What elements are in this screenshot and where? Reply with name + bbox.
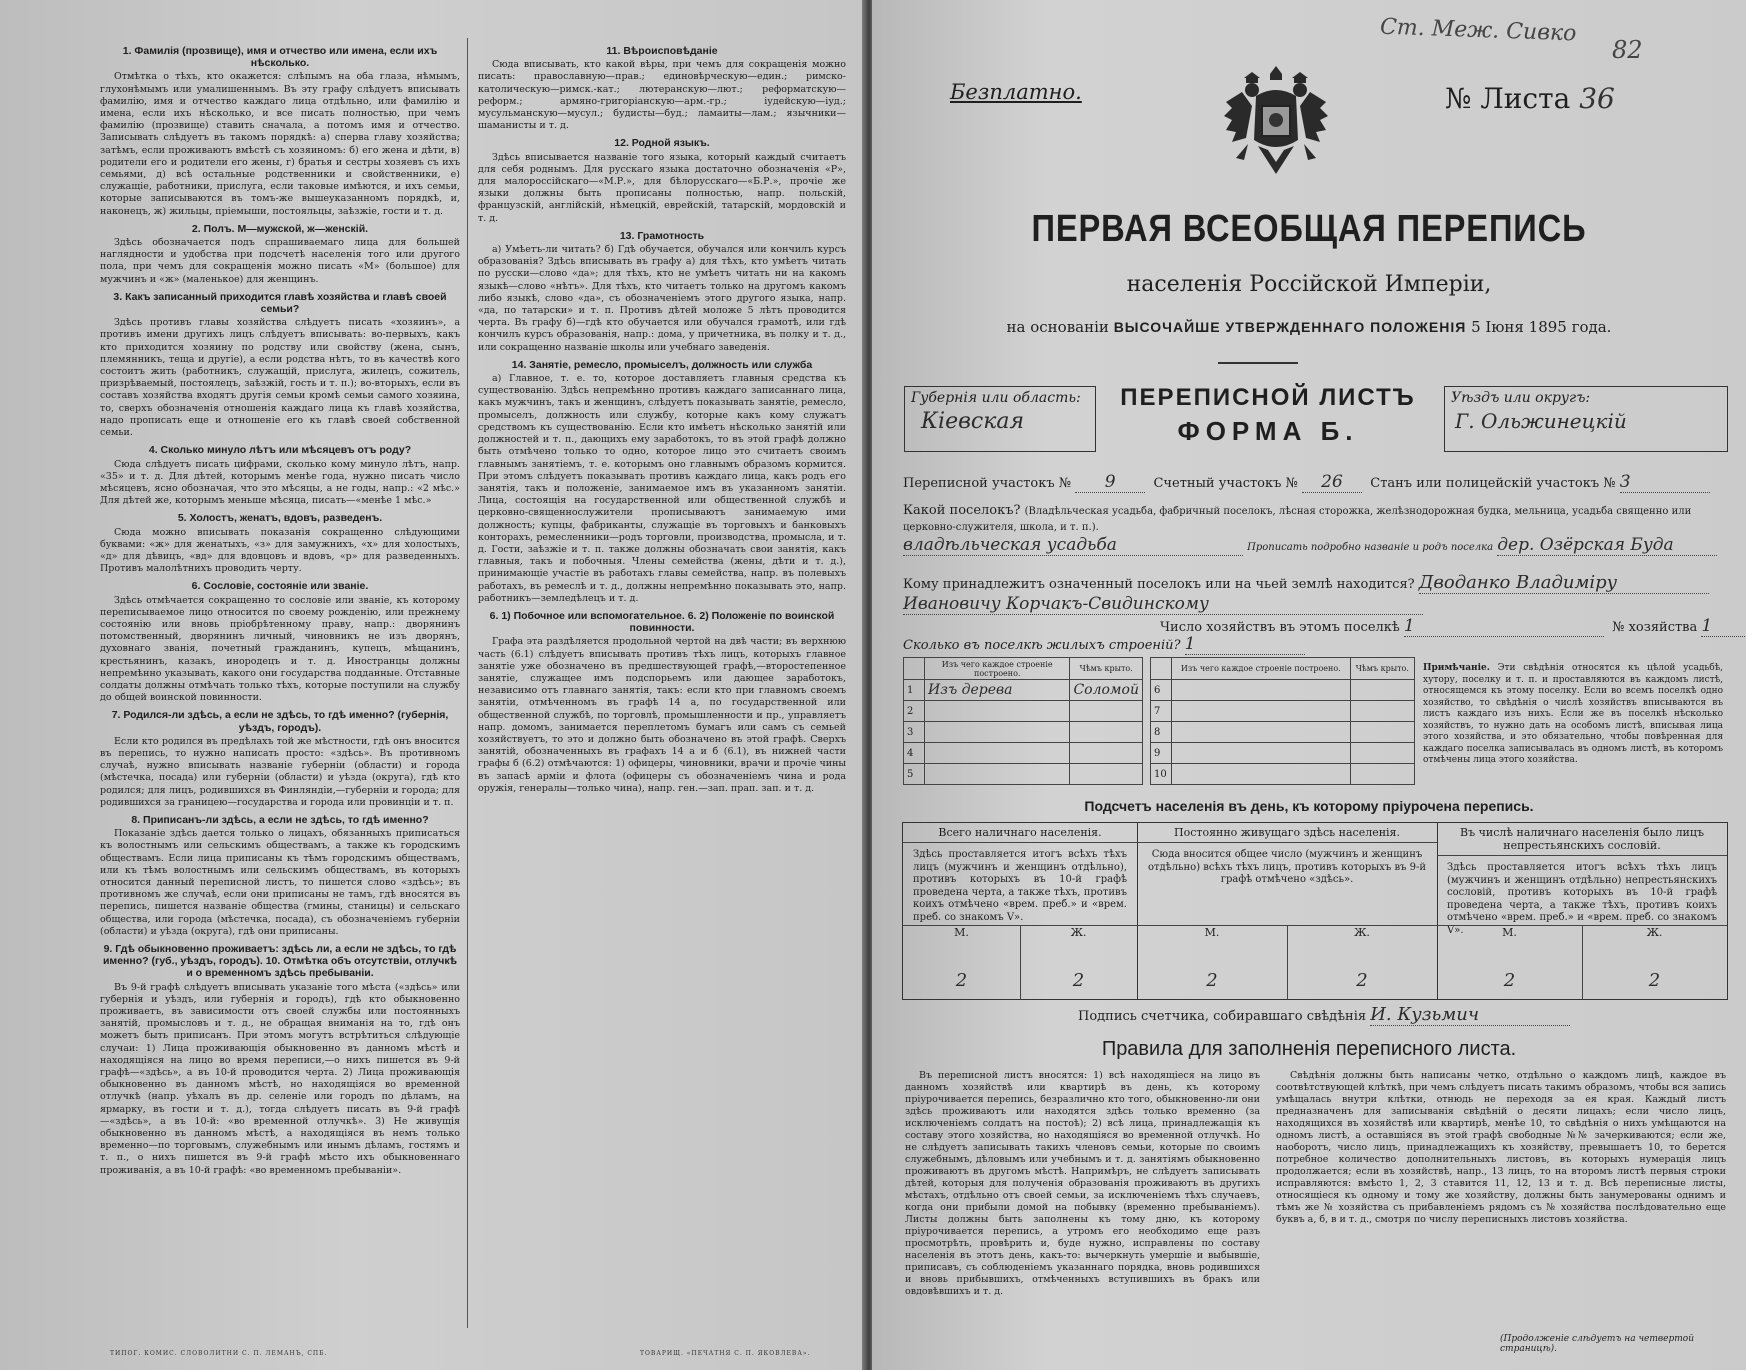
owner-value-first[interactable]: Дводанко Владиміру [1419,572,1709,594]
count-header: Въ числѣ наличнаго населенія было лицъ непрестьянскихъ сословій. [1437,823,1727,856]
building-material[interactable] [1172,722,1351,743]
section-title: 7. Родился-ли здѣсь, а если не здѣсь, то гдѣ именно? (губернія, уѣздъ, городъ). [111,709,449,734]
section-title: 11. Вѣроисповѣданіе [606,45,718,57]
printer-imprint-left: ТИПОГ. КОМИС. СЛОВОЛИТНИ С. П. ЛЕМАНЪ, СПБ. [110,1350,328,1357]
column-divider [467,38,468,1328]
section-body: Здѣсь вписывается названіе того языка, который каждый считаетъ для себя роднымъ. Для русскаго языка достаточно обозначенія «Р», для малороссійскаго—«М.Р.», для бѣлорусскаго—«Б.Р.», прочіе же языки должны быть прописаны полностью, напр. польскій, французскій, англійскій, нѣмецкій, еврейскій, татарскій, мордовскій и т. д. [478,151,846,224]
corner-page-number: 82 [1612,36,1643,64]
census-district-value[interactable]: 9 [1075,472,1145,493]
building-roof[interactable] [1350,722,1414,743]
row-number: 4 [904,743,925,764]
sheet-number-label: № Листа [1445,82,1571,115]
decree-line [872,318,1746,336]
corner-handwriting: Ст. Меж. Сивко [1379,14,1577,47]
uezd-box [1444,386,1728,452]
signature-line [1078,1004,1570,1026]
rules-text-left: Въ переписной листъ вносятся: 1) всѣ находящіеся на лицо въ данномъ хозяйствѣ или квартирѣ въ день, къ которому пріурочивается перепись, безразлично кто того, обыкновенно-ли они здѣсь проживаютъ или находятся здѣсь только временно (за исключеніемъ солдатъ на постоѣ); 2) всѣ лица, принадлежащія къ составу этого хозяйства, но находящіяся во временной отлучкѣ. Но не слѣдуетъ записывать такихъ членовъ семьи, которые по своимъ служебнымъ, дѣловымъ или учебнымъ и т. д. занятіямъ обыкновенно проживаютъ въ другомъ мѣстѣ. Напримѣръ, не слѣдуетъ записывать дѣтей, которыя для полученія образованія проживаютъ въ другихъ мѣстахъ, отдѣльно отъ своей семьи, за исключеніемъ тѣхъ случаевъ, когда они прибыли домой на побывку (временно пребываніемъ). Листы должны быть заполнены къ тому дню, къ которому пріурочивается перепись, а утромъ его необходимо еще разъ просмотрѣть, провѣрить и, буде нужно, исправлены по составу населенія въ этотъ день, какъ-то: вычеркнуть умершіе и выбывшіе, приписавъ, съ соблюденіемъ указаннаго порядка, вновь родившихся и вновь прибывшихъ, отмѣченныхъ вступившихъ въ бракъ или овдовѣвшихъ и т. д. [905,1070,1260,1297]
section-body: Сюда слѣдуетъ писать цифрами, сколько кому минуло лѣтъ, напр. «35» и т. д. Для дѣтей, которымъ менѣе года, нужно писать число мѣсяцевъ, ясно обозначая, что это мѣсяцы, а не годы, напр.: «2 мѣс.» Для дѣтей же, которымъ меньше мѣсяца, писать—«менѣе 1 мѣс.» [100,458,460,507]
row-number: 7 [1151,701,1172,722]
col-material-header: Изъ чего каждое строеніе построено. [925,658,1070,680]
table-row [904,701,1143,722]
form-title-text: ПЕРЕПИСНОЙ ЛИСТЪ [1120,384,1416,411]
count-mf [1137,925,1437,1000]
settlement-value-name[interactable]: дер. Озёрская Буда [1497,535,1717,556]
sheet-number-field [1445,82,1615,115]
buildings-line [903,634,1305,655]
section-title: 1. Фамилія (прозвище), имя и отчество или имена, если ихъ нѣсколько. [122,45,438,70]
note-block [1423,663,1723,767]
printer-imprint-right: ТОВАРИЩ. «ПЕЧАТНЯ С. П. ЯКОВЛЕВА». [640,1350,811,1357]
decree-suffix: 5 Іюня 1895 года. [1471,318,1612,336]
male-label: М. [1502,926,1517,939]
sheet-number-value: 36 [1579,82,1615,115]
police-district-label: Станъ или полицейскій участокъ № [1370,476,1616,491]
note-title: Примѣчаніе. [1423,663,1490,673]
left-instructions-page [0,0,868,1370]
building-material[interactable] [925,701,1070,722]
signature-value[interactable]: И. Кузьмич [1370,1004,1570,1026]
section-6 [100,580,460,704]
count-description: Здѣсь проставляется итогъ всѣхъ тѣхъ лицъ (мужчинъ и женщинъ отдѣльно), противъ которыхъ въ 10-й графѣ проведена черта, а также тѣхъ, противъ коихъ отмѣчено «врем. преб.» и «врем. преб. со знакомъ V». [913,849,1127,923]
table-row [904,743,1143,764]
female-label: Ж. [1354,926,1370,939]
section-body: Графа эта раздѣляется продольной чертой на двѣ части; въ верхнюю часть (6.1) слѣдуетъ вписывать противъ тѣхъ лицъ, которыхъ главное занятіе уже обозначено въ предшествующей графѣ,—второстепенное занятіе, служащее имъ подспорьемъ или дающее заработокъ, независимо отъ главнаго занятія, такъ: если кто при главномъ своемъ занятіи, отмѣченномъ въ графѣ 14 а, по государственной или общественной службѣ, по торговлѣ, промышленности и пр., управляетъ напр. домомъ, занимается переплетомъ бумагъ или самъ съ семьей хозяйствуетъ, то это и должно быть обозначено въ этой графѣ. Сверхъ занятій, обозначенныхъ въ графахъ 14 а и б (6.1), въ нижней части графы б (6.2) отмѣчаются: 1) офицеры, чиновники, врачи и прочіе чины въ запасѣ арміи и флота (офицеры съ обозначеніемъ чина и рода оружія, генералы—только чина), напр. ген.—зап. прап. зап. и т. д. [478,636,846,794]
count-mf [903,925,1137,1000]
buildings-table-right [1150,657,1415,785]
section-body: Отмѣтка о тѣхъ, кто окажется: слѣпымъ на оба глаза, нѣмымъ, глухонѣмымъ или умалишеннымъ. Въ эту графу слѣдуетъ вписывать фамилію, имя и отчество каждаго лица отдѣльно, или фамилію и имена, если ихъ нѣсколько, и все писать полностью, при чемъ фамилію (прозвище) ставить сначала, а потомъ имя и отчество. Записывать слѣдуетъ въ такомъ порядкѣ: а) сперва главу хозяйства; затѣмъ, если проживаютъ вмѣстѣ съ хозяиномъ: б) его жена и дѣти, в) родители его и родители его жены, г) братья и сестры хозяевъ съ ихъ семьями, д) всѣ остальные родственники и свойственники, е) служащіе, работники, прислуга, если таковые имѣются, и ихъ семьи, которые записываются въ томъ-же вышеуказанномъ порядкѣ, и, наконецъ, ж) жильцы, пріемыши, постояльцы, заѣзжіе, гости и т. д. [100,71,460,217]
count-column-present [903,823,1138,999]
section-title: 13. Грамотность [619,229,705,242]
decree-prefix: на основаніи [1006,318,1109,336]
section-title: 9. Гдѣ обыкновенно проживаетъ: здѣсь ли, а если не здѣсь, то гдѣ именно? (губ., уѣздъ, городъ). 10. Отмѣтка объ отсутствіи, отлучкѣ и о временномъ здѣсь пребываніи. [102,943,458,980]
section-14 [478,359,846,605]
buildings-value[interactable]: 1 [1185,634,1305,655]
section-12 [478,137,846,224]
settlement-line [903,503,1726,535]
section-body: а) Умѣетъ-ли читать? б) Гдѣ обучается, обучался или кончилъ курсъ образованія? Здѣсь вписывать въ графу а) для тѣхъ, кто умѣетъ читать по русски—слово «да»; для тѣхъ, кто не умѣетъ читать ни на какомъ языкѣ—слово «нѣтъ». Для тѣхъ, кто читаетъ только на другомъ какомъ либо языкѣ, слово «да», съ обозначеніемъ этого другого языка, напр. «да, по татарски» и т. п. Противъ дѣтей моложе 5 лѣтъ проводится черта. Въ графу б)—гдѣ кто обучается или обучался грамотѣ, или гдѣ кончилъ курсъ образованія, напр.: дома, у причетника, въ полку и т. д., или сокращенно названіе школы или учебнаго заведенія. [478,244,846,353]
table-row [1151,680,1415,701]
section-body: Здѣсь обозначается подъ спрашиваемаго лица для большей наглядности и удобства при подсчетѣ населенія того или другого пола, при чемъ для сокращенія можно писать «М» (большое) для мужчинъ и «ж» (маленькое) для женщинъ. [100,237,460,285]
buildings-label: Сколько въ поселкѣ жилыхъ строеній? [903,638,1181,653]
settlement-label: Какой поселокъ? [903,503,1021,518]
rules-title: Правила для заполненія переписного листа. [1101,1038,1517,1060]
section-13 [478,230,846,354]
section-body: а) Главное, т. е. то, которое доставляетъ главныя средства къ существованію. Здѣсь непремѣнно противъ каждаго записаннаго лица, какъ мужчинъ, такъ и женщинъ, слѣдуетъ показывать занятіе, ремесло, промыселъ, должность или службу, которые какъ кому служатъ средствомъ къ существованію. Если кто имѣетъ нѣсколько занятій или должностей и т. п., дающихъ ему заработокъ, то въ этой графѣ должно быть отмѣчено только то одно, которое лицо это считаетъ своимъ главнымъ занятіемъ, т. е. которымъ оно главнымъ образомъ кормится. При этомъ слѣдуетъ показывать противъ каждаго лица, какъ родъ его занятія, такъ и положеніе, занимаемое имъ въ указанномъ занятіи. Лица, состоящія на государственной или общественной службѣ и церковно-священнослужители прописываютъ занимаемую ими должность; купцы, фабриканты, служащіе въ торговыхъ и банковыхъ конторахъ, ремесленники—родъ торговли, производства, промысла, и т. д. Гости, заѣзжіе и т. п. также должны обозначать свои занятія, какъ главныя, такъ и побочныя. Члены семейства (жены, дѣти и т. д.), принимающіе участіе въ работахъ главы семейства, напр. въ полевыхъ работахъ, въ ремеслѣ и т. д., должны непремѣнно показывать это, напр. работникъ—земледѣлецъ и т. д. [478,373,846,604]
building-roof[interactable] [1070,722,1143,743]
section-title: 8. Приписанъ-ли здѣсь, а если не здѣсь, то гдѣ именно? [131,813,429,826]
table-row [904,722,1143,743]
police-district-value[interactable]: 3 [1620,472,1710,493]
female-count[interactable]: 2 [1356,970,1368,991]
decree-caps: ВЫСОЧАЙШЕ УТВЕРЖДЕННАГО ПОЛОЖЕНІЯ [1113,319,1467,335]
building-roof[interactable] [1070,764,1143,785]
table-row [1151,764,1415,785]
section-title: 6. 1) Побочное или вспомогательное. 6. 2) Положеніе по воинской повинности. [489,609,835,635]
section-11 [478,45,846,132]
section-title: 3. Какъ записанный приходится главѣ хозяйства и главѣ своей семьи? [113,290,447,316]
section-title: 5. Холостъ, женатъ, вдовъ, разведенъ. [177,512,383,525]
guberniya-label: Губернія или область: [911,390,1081,406]
building-material[interactable] [925,743,1070,764]
male-count[interactable]: 2 [1503,970,1516,991]
settlement-hint: (Владѣльческая усадьба, фабричный поселокъ, лѣсная сторожка, желѣзнодорожная будка, мельница, усадьба священно или церковно-служителя, школа, и т. п.). [903,506,1692,533]
count-district-label: Счетный участокъ № [1153,476,1298,491]
female-count[interactable]: 2 [1072,970,1085,991]
table-row [1151,743,1415,764]
row-number: 5 [904,764,925,785]
title-divider [1218,362,1298,364]
section-body: Здѣсь отмѣчается сокращенно то сословіе или званіе, къ которому переписываемое лицо относится по своему рожденію, или прежнему состоянію или вновь пріобрѣтенному праву, напр.: дворянинъ потомственный, дворянинъ личный, чиновникъ не изъ дворянъ, духовнаго званія, почетный гражданинъ, купецъ, мѣщанинъ, крестьянинъ, казакъ, инородецъ и т. д. Иностранцы должны непремѣнно указывать, какого они государства подданные. Отставные солдаты должны отмѣчать только тѣхъ, которые поступили на службу до общей воинской повинности. [100,594,460,704]
col-roof-header: Чѣмъ крыто. [1070,658,1143,680]
row-number: 2 [904,701,925,722]
household-count-label: Число хозяйствъ въ этомъ поселкѣ [1160,620,1400,635]
census-district-label: Переписной участокъ № [903,476,1072,491]
row-number: 9 [1151,743,1172,764]
building-material[interactable] [1172,743,1351,764]
signature-label: Подпись счетчика, собиравшаго свѣдѣнія [1078,1009,1367,1024]
guberniya-value[interactable]: Кіевская [921,409,1025,434]
uezd-label: Уѣздъ или округъ: [1451,390,1591,406]
double-headed-eagle-icon [1222,62,1330,178]
count-header: Всего наличнаго населенія. [903,823,1137,843]
district-line [903,472,1710,493]
count-title: Подсчетъ населенія въ день, къ которому пріурочена перепись. [1084,798,1534,814]
building-material[interactable] [1172,701,1351,722]
guberniya-box [904,386,1096,452]
table-row [1151,701,1415,722]
form-title [1098,384,1438,447]
section-8 [100,814,460,938]
continued-note: (Продолженіе слѣдуетъ на четвертой страницѣ). [1500,1334,1694,1354]
section-9-10 [100,943,460,1177]
instructions-column-right [478,40,846,1330]
row-number: 8 [1151,722,1172,743]
count-column-non-peasant [1437,823,1727,999]
household-no-value[interactable]: 1 [1701,616,1746,637]
free-label: Безплатно. [950,80,1082,104]
table-row [904,764,1143,785]
count-description: Здѣсь проставляется итогъ всѣхъ тѣхъ лицъ (мужчинъ и женщинъ отдѣльно) непрестьянскихъ сословій, противъ которыхъ въ 10-й графѣ проведена черта, а также тѣхъ, противъ коихъ отмѣчено «врем. преб.» и «врем. преб. со знакомъ V». [1447,862,1717,936]
settlement-value-type[interactable]: владѣльческая усадьба [903,535,1243,556]
building-roof[interactable]: Соломой [1070,680,1143,701]
count-header: Постоянно живущаго здѣсь населенія. [1137,823,1437,843]
population-count-table [902,822,1728,1000]
section-3 [100,291,460,439]
male-count[interactable]: 2 [955,970,968,991]
table-row [904,680,1143,701]
building-roof[interactable] [1350,764,1414,785]
section-7 [100,709,460,809]
col-material-header: Изъ чего каждое строеніе построено. [1172,658,1351,680]
building-material[interactable] [1172,764,1351,785]
row-number: 6 [1151,680,1172,701]
building-roof[interactable] [1350,743,1414,764]
male-label: М. [954,926,969,939]
count-mf [1437,925,1727,1000]
uezd-value[interactable]: Г. Ольжинецкій [1455,409,1627,433]
row-number: 10 [1151,764,1172,785]
section-title: 14. Занятіе, ремесло, промыселъ, должность или служба [511,358,813,371]
instructions-column-left [100,40,460,1330]
section-body: Въ 9-й графѣ слѣдуетъ вписывать указаніе того мѣста («здѣсь» или губернія и уѣздъ, или губернія и городъ), гдѣ кто обыкновенно проживаетъ, въ зависимости отъ своей службы или постоянныхъ занятій, промысловъ и т. д., не обращая вниманія на то, гдѣ онъ можетъ быть приписанъ. При этомъ могутъ встрѣтиться слѣдующіе случаи: 1) Лица проживающія обыкновенно въ данномъ мѣстѣ и находящіяся на лицо во время переписи,—о нихъ пишется въ 9-й графѣ—«здѣсь», а въ 10-й проводится черта. 2) Лица проживающія обыкновенно въ данномъ мѣстѣ, но находящіяся во временной отлучкѣ (напр. уѣхалъ въ др. селеніе или городъ по дѣламъ, на ярмарку, въ гости и т. д.), тогда слѣдуетъ писать въ 9-й графѣ—«здѣсь», а въ 10-й: «во временной отлучкѣ». 3) Не живущія обыкновенно въ данномъ мѣстѣ, а находящіяся въ немъ только временно—по торговымъ, служебнымъ или инымъ дѣламъ, гостямъ и т. п., о нихъ пишется въ 9-й графѣ мѣсто ихъ обыкновеннаго проживанія, а въ 10-й графѣ: «во временномъ пребываніи». [100,981,460,1176]
section-4 [100,444,460,507]
owner-value-second[interactable]: Ивановичу Корчакъ-Свидинскому [903,594,1423,615]
section-1 [100,45,460,218]
section-body: Здѣсь противъ главы хозяйства слѣдуетъ писать «хозяинъ», а противъ имени другихъ лицъ слѣдуетъ вписывать: во-первыхъ, какъ кто приходится хозяину по родству или свойству (жена, сынъ, племянникъ, теща и другіе), а если родства нѣтъ, то въ качествѣ кого состоитъ жить (работникъ, служащій, прислуга, жилецъ, сожитель, призрѣваемый, постоялецъ, заѣзжій, гость и т. п.); во-вторыхъ, если въ составъ хозяйства входятъ другія семьи кромѣ семьи самого хозяина, то, сверхъ обозначенія отношенія каждаго лица къ главѣ хозяйства, надо прописать еще и отношеніе его къ главѣ своей собственной семьи. [100,317,460,439]
page-title: ПЕРВАЯ ВСЕОБЩАЯ ПЕРЕПИСЬ [1031,208,1587,250]
section-title: 12. Родной языкъ. [614,137,710,150]
female-label: Ж. [1070,926,1087,939]
building-material[interactable] [925,764,1070,785]
col-roof-header: Чѣмъ крыто. [1350,658,1414,680]
table-row [1151,722,1415,743]
household-no-label: № хозяйства [1612,620,1698,635]
form-subtitle: ФОРМА Б. [1177,416,1359,446]
building-roof[interactable] [1070,701,1143,722]
female-label: Ж. [1646,926,1663,939]
building-material[interactable]: Изъ дерева [925,680,1070,701]
building-roof[interactable] [1350,680,1414,701]
section-5 [100,512,460,575]
count-column-resident [1137,823,1438,999]
row-number: 1 [904,680,925,701]
owner-label: Кому принадлежитъ означенный поселокъ или на чьей землѣ находится? [903,577,1415,592]
female-count[interactable]: 2 [1648,970,1661,991]
note-body: Эти свѣдѣнія относятся къ цѣлой усадьбѣ, хутору, поселку и т. п. и проставляются въ каждомъ листѣ, относящемся къ этому поселку. Если во всемъ поселкѣ одно хозяйство, то свѣдѣнія о числѣ хозяйствъ вписываются въ листъ каждаго изъ нихъ. Если же въ поселкѣ нѣсколько хозяйствъ, то нужно дать на особомъ листѣ, вписывая лица этого хозяйства, и это обязательно, чтобы повѣренная для каждаго поселка записывалась въ одномъ листѣ, въ которомъ отмѣчены лица этого хозяйства. [1423,663,1723,765]
settlement-hint-2: Прописать подробно названіе и родъ поселка [1247,542,1494,553]
building-roof[interactable] [1350,701,1414,722]
building-roof[interactable] [1070,743,1143,764]
section-body: Сюда вписывать, кто какой вѣры, при чемъ для сокращенія можно писать: православную—прав.; единовѣрческую—един.; римско-католическую—римск.-кат.; лютеранскую—лют.; реформатскую—реформ.; армяно-григоріанскую—арм.-гр.; іудейскую—іуд.; мусульманскую—мусул.; будисты—буд.; ламаиты—лам.; язычники—шаманисты и т. д. [478,59,846,132]
count-description: Сюда вносится общее число (мужчинъ и женщинъ отдѣльно) всѣхъ тѣхъ лицъ, противъ которыхъ въ 9-й графѣ отмѣчено «здѣсь». [1147,849,1427,885]
buildings-table-left [903,657,1143,785]
owner-line-2 [903,594,1423,615]
male-count[interactable]: 2 [1206,970,1218,991]
section-body: Сюда можно вписывать показанія сокращенно слѣдующими буквами: «ж» для женатыхъ, «з» для замужнихъ, «х» для холостыхъ, «д» для дѣвицъ, «вд» для вдовцовъ и вдовъ, «р» для разведенныхъ. Противъ малолѣтнихъ проводить черту. [100,526,460,575]
rules-column-left [905,1070,1260,1298]
section-body: Если кто родился въ предѣлахъ той же мѣстности, гдѣ онъ вносится въ перепись, то нужно написать просто: «здѣсь». Въ противномъ случаѣ, нужно вписывать названіе губерніи (области) и города (мѣстечка, посада) или губерніи (области) и уѣзда (округа), гдѣ кто родился; для лицъ, родившихся въ Финляндіи,—губерніи и города; для родившихся за границею—государства и города или провинціи и т. п. [100,735,460,808]
section-body: Показаніе здѣсь дается только о лицахъ, обязанныхъ приписаться къ волостнымъ или сельскимъ обществамъ, а также къ городскимъ обществамъ. Если лица приписаны къ тѣмъ городскимъ обществамъ, или къ тѣмъ волостнымъ или сельскимъ обществамъ, въ которыхъ относится данный переписной листъ, то пишется слово «здѣсь»; въ противномъ же случаѣ, если они приписаны не тамъ, гдѣ вносятся въ перепись, пишется названіе общества (гмины, станицы) и сельскаго общества, или города (мѣстечка, посада), съ обозначеніемъ губерніи (области) и уѣзда (округа), гдѣ они приписаны. [100,828,460,937]
rules-column-right [1276,1070,1726,1226]
settlement-value-line [903,535,1717,556]
section-2 [100,223,460,286]
building-material[interactable] [1172,680,1351,701]
building-material[interactable] [925,722,1070,743]
section-title: 6. Сословіе, состояніе или званіе. [191,580,369,593]
section-title: 2. Полъ. М—мужской, ж—женскій. [191,222,369,235]
section-14b [478,610,846,795]
male-label: М. [1204,926,1220,939]
section-title: 4. Сколько минуло лѣтъ или мѣсяцевъ отъ роду? [148,444,412,457]
rules-text-right: Свѣдѣнія должны быть написаны четко, отдѣльно о каждомъ лицѣ, каждое въ соотвѣтствующей клѣткѣ, при чемъ слѣдуетъ писать такимъ образомъ, чтобы вся запись умѣщалась внутри клѣтки, отнюдь не переходя за ея края. Каждый листъ предназначенъ для записыванія свѣдѣній о десяти лицахъ; если число лицъ, находящихся въ хозяйствѣ или квартирѣ, менѣе 10, то свѣдѣнія о нихъ умѣщаются на одномъ листѣ, а оставшіяся въ этой графѣ свободные №№ зачеркиваются; если же, наоборотъ, число лицъ, принадлежащихъ къ хозяйству, превышаетъ 10, то берется потребное количество дополнительныхъ листовъ, въ которыхъ нумерація лицъ продолжается; если въ хозяйствѣ, напр., 13 лицъ, то на второмъ листѣ первыя строки исправляются: вмѣсто 1, 2, 3 ставится 11, 12, 13 и т. д. Всѣ переписные листы, относящіеся къ одному и тому же хозяйству, должны быть занумерованы однимъ и тѣмъ же № хозяйства съ прибавленіемъ рядомъ съ № хозяйства послѣдовательно еще буквъ а, б, в и т. д., смотря по числу переписныхъ листовъ хозяйства. [1276,1070,1726,1225]
row-number: 3 [904,722,925,743]
count-district-value[interactable]: 26 [1302,472,1362,493]
household-count-value[interactable]: 1 [1404,616,1604,637]
page-subtitle: населенія Россійской Имперіи, [1126,272,1492,297]
owner-line [903,572,1709,594]
